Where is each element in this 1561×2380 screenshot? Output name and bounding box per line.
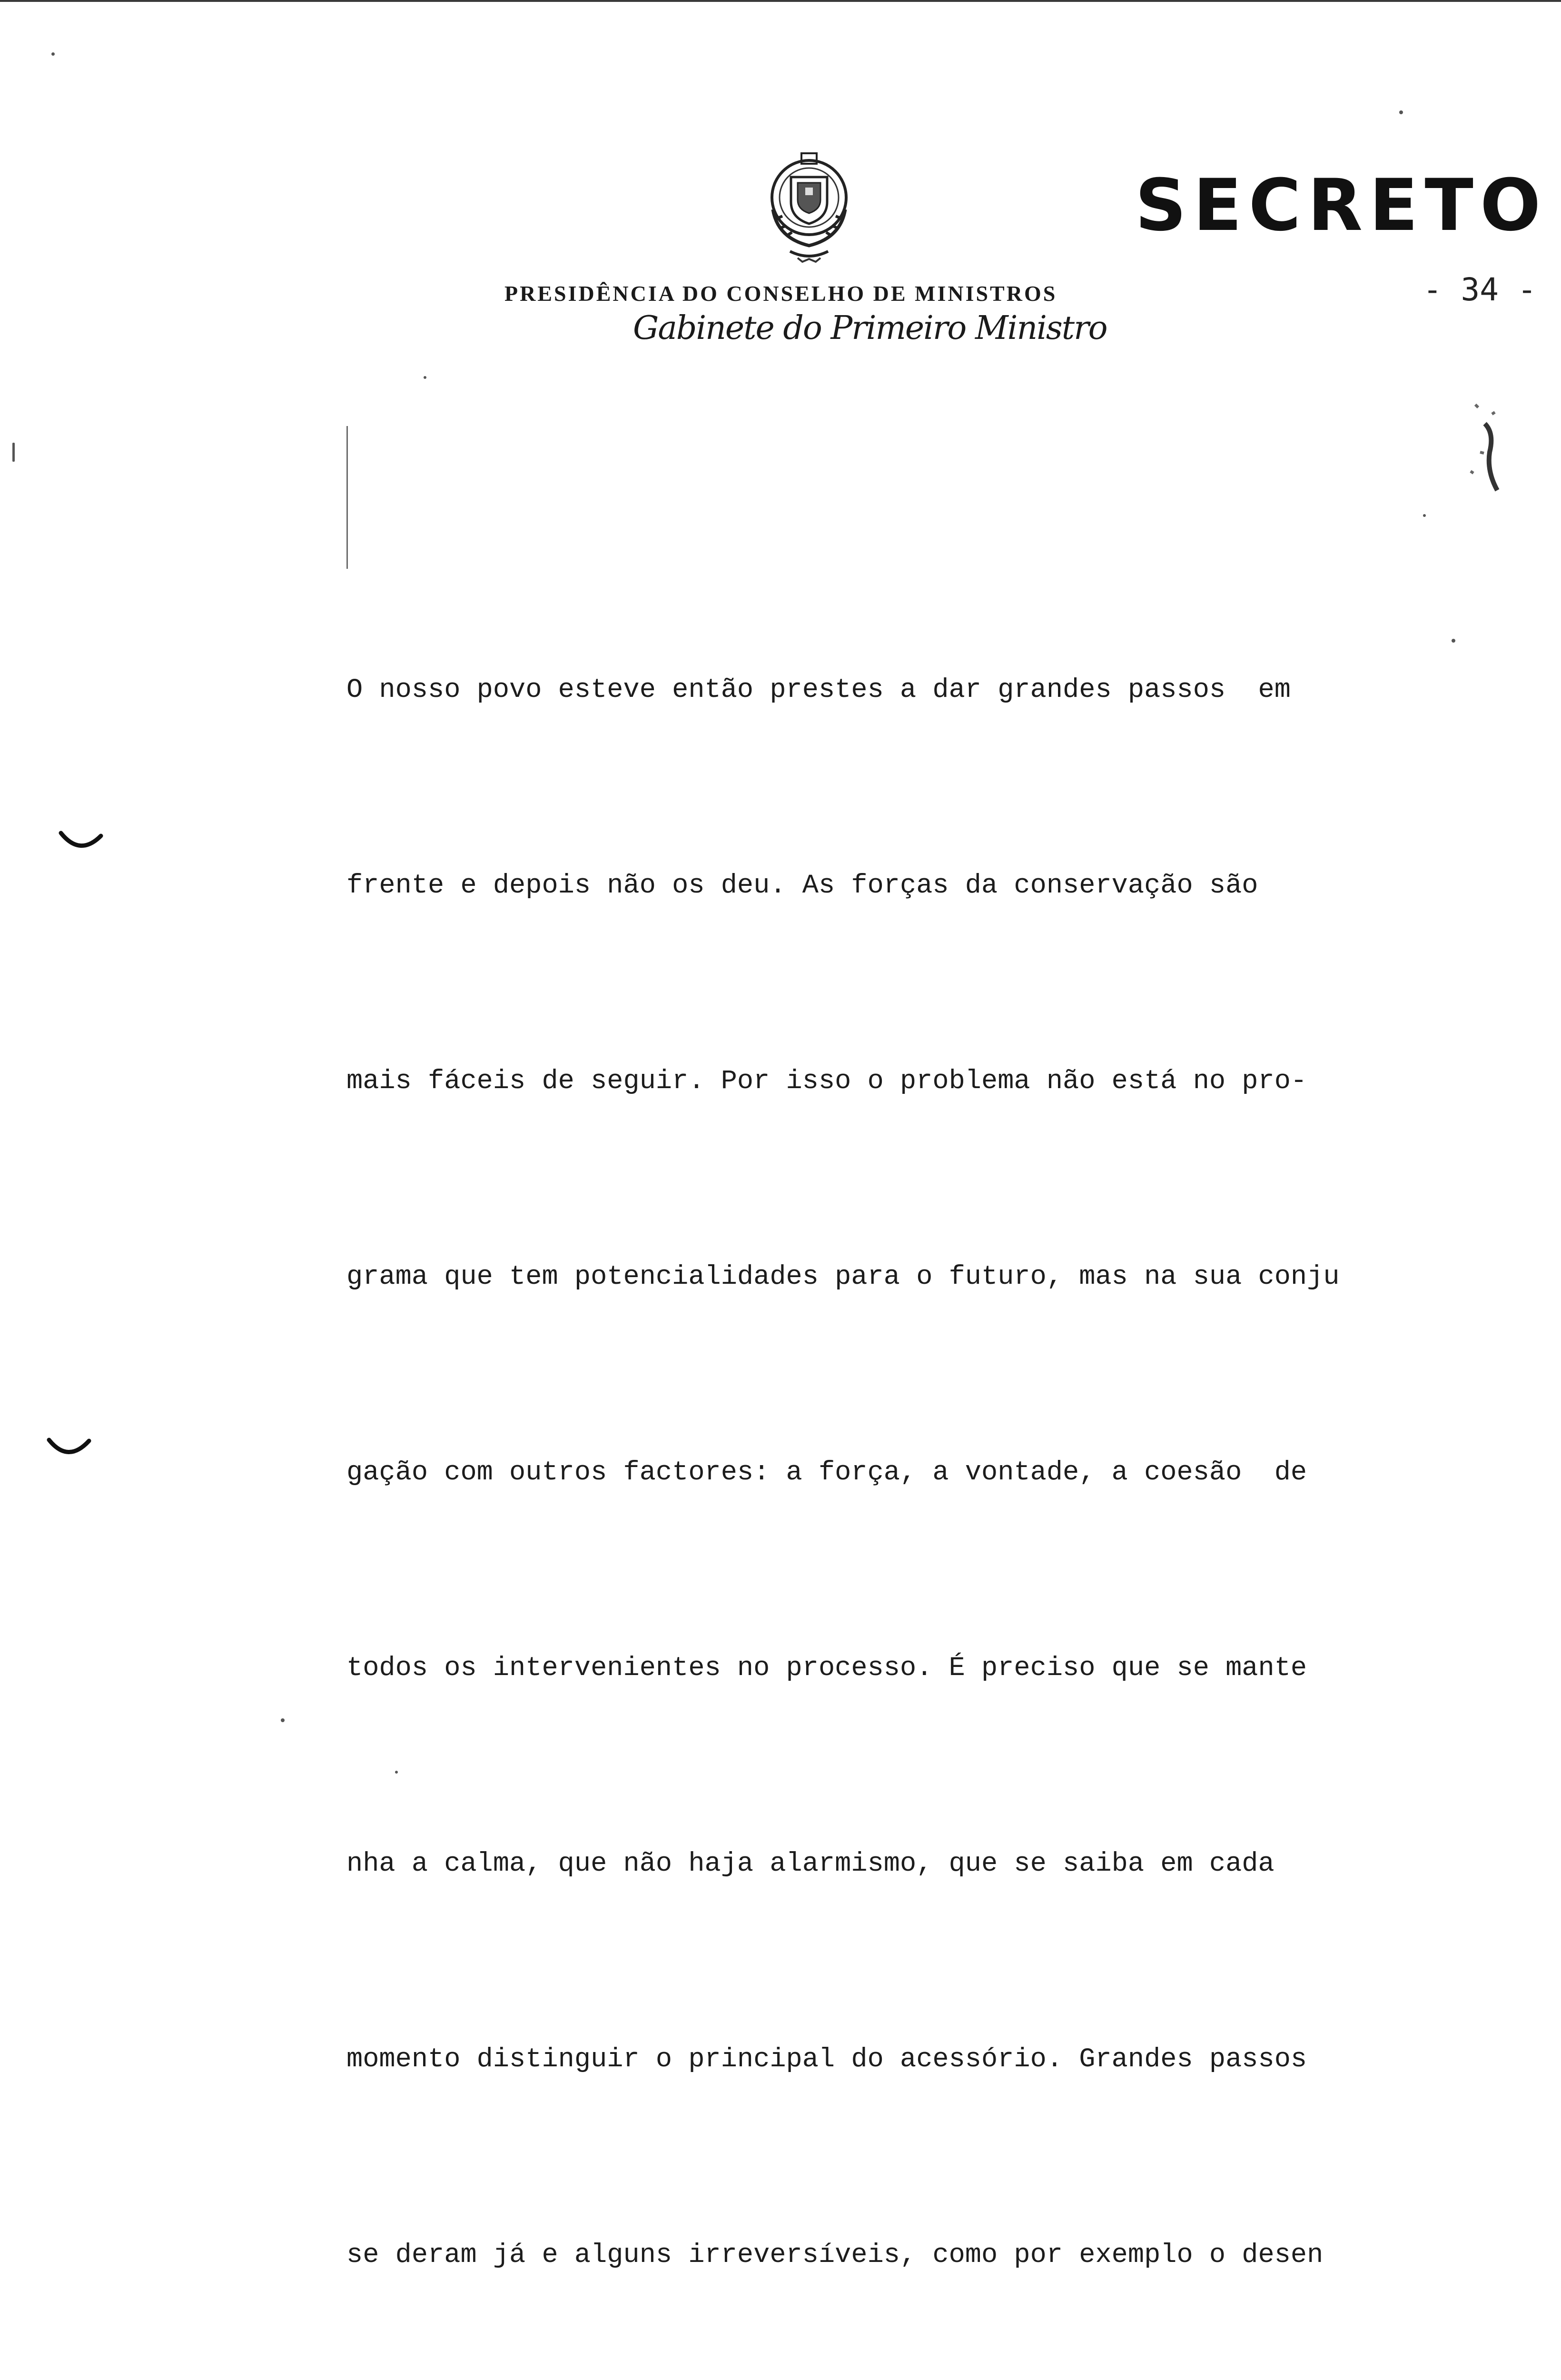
text-line: frente e depois não os deu. As forças da conservação são — [346, 871, 1258, 901]
speck — [1399, 110, 1403, 114]
document-body — [346, 527, 1393, 2380]
binder-hole-mark — [57, 828, 105, 857]
speck — [1423, 514, 1426, 517]
speck — [1452, 639, 1455, 643]
speck — [51, 52, 55, 56]
text-line: gação com outros factores: a força, a vontade, a coesão de — [346, 1458, 1307, 1488]
office-subtitle: Gabinete do Primeiro Ministro — [633, 309, 1107, 347]
speck — [395, 1771, 398, 1774]
text-line: grama que tem potencialidades para o futuro, mas na sua conju — [346, 1262, 1340, 1292]
scan-artifact — [1466, 395, 1509, 505]
top-edge-line — [0, 0, 1561, 2]
portuguese-coat-of-arms-icon — [752, 148, 866, 267]
text-line: O nosso povo esteve então prestes a dar grandes passos em — [346, 675, 1291, 705]
speck — [12, 443, 15, 462]
text-line: se deram já e alguns irreversíveis, como por exemplo o desen — [346, 2240, 1324, 2271]
organization-title: PRESIDÊNCIA DO CONSELHO DE MINISTROS — [504, 281, 1057, 306]
page-number: - 34 - — [1423, 271, 1537, 308]
speck — [281, 1718, 285, 1722]
classification-stamp: SECRETO — [1135, 164, 1548, 247]
text-line: mais fáceis de seguir. Por isso o problema não está no pro- — [346, 1066, 1307, 1097]
speck — [424, 376, 426, 379]
text-line: momento distinguir o principal do acessório. Grandes passos — [346, 2044, 1307, 2075]
binder-hole-mark — [45, 1435, 93, 1464]
text-line: todos os intervenientes no processo. É preciso que se mante — [346, 1653, 1307, 1684]
text-line: nha a calma, que não haja alarmismo, que se saiba em cada — [346, 1849, 1274, 1879]
